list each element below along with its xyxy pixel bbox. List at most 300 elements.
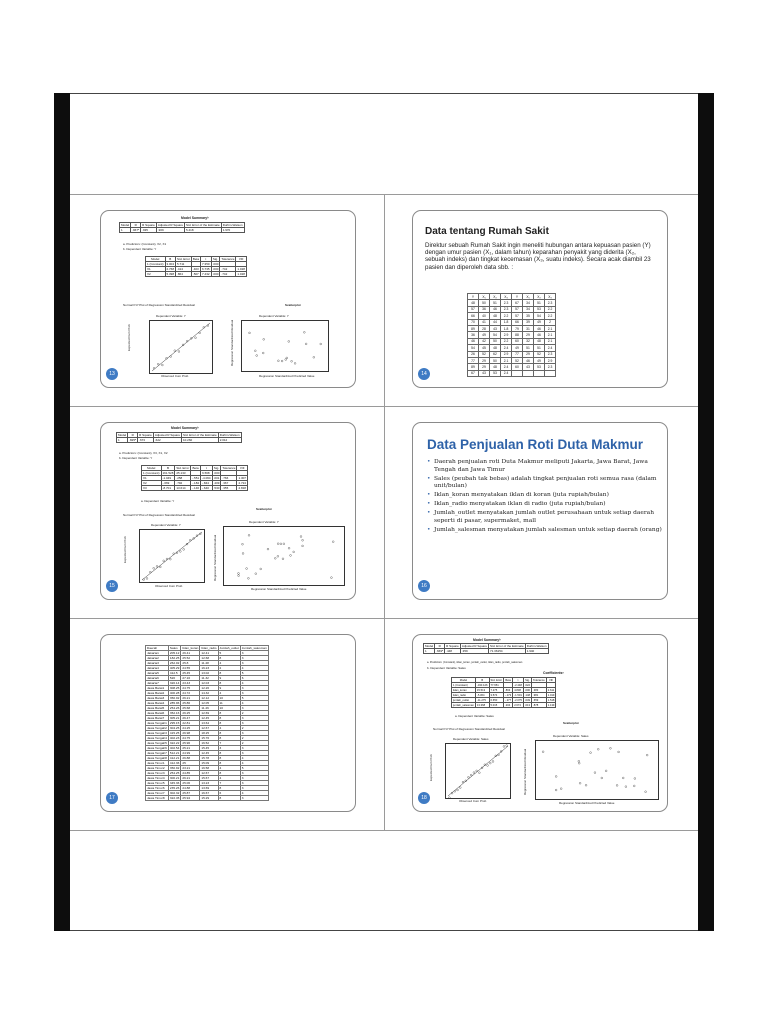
table-cell: 12.03 [200,681,218,686]
table-cell: 3 [240,651,268,656]
table-cell: Jawa Barat7 [146,716,169,721]
table-cell: 71.36154 [489,649,526,654]
plot-point [189,539,191,541]
table-note: a. Predictors: (Constant), iklan_koran, jumlah_outlet, iklan_radio, jumlah_salesman [427,661,523,664]
table-cell: 15.09 [200,761,218,766]
table-cell: 12.45 [200,751,218,756]
table-cell: 400.28 [169,691,180,695]
table-cell: 161.528 [162,471,174,475]
plot-point [332,541,334,543]
table-header: Std. Error [177,257,190,261]
table-cell: 25.21 [181,746,200,751]
plot-point [457,789,459,791]
plot-point [610,747,612,749]
table-cell: 48 [534,338,545,344]
table-cell: 3 [240,771,268,776]
plot-point [183,548,185,550]
pp-ylabel: Expected Cum Prob [123,536,127,563]
table-header: Adjusted R Square [157,223,184,227]
table-cell: Jawa Tengah6 [147,746,167,750]
table-cell: .001 [213,476,220,480]
table-cell: 15.76 [200,736,218,741]
scatter-plot-svg [536,741,658,799]
table-cell: 12.69 [200,711,218,716]
table-cell: 2.9 [501,351,512,357]
plot-point [646,754,648,756]
table-cell: 4 [240,681,268,686]
table-header: Beta [505,678,511,682]
table-cell: 13.69 [200,786,218,791]
table-cell: 1 [424,649,435,654]
table-header: Std. Error [490,678,503,682]
plot-point [199,332,201,334]
plot-point [277,543,279,545]
table-cell: 1 [117,438,128,443]
table-cell: Jawa Barat6 [146,711,169,716]
plot-point [246,568,248,570]
table-cell: 31 [523,325,534,331]
table-cell: 5 [240,671,268,676]
table-header: B [475,678,489,683]
table-header: Model [121,223,130,227]
table-cell: .414 [176,267,192,272]
plot-point [149,571,151,573]
table-cell: 12.41 [200,651,218,656]
table-cell: 3 [240,656,268,661]
plot-point [281,360,283,362]
table-cell: 39 [523,319,534,325]
table-cell: 6 [218,791,240,796]
scatter-plot [535,740,659,800]
table-cell: 6.568 [201,471,213,476]
table-cell: 2 [240,741,268,746]
table-cell: 34 [523,300,534,306]
table-cell: 6.735 [202,267,210,271]
table-cell: 49 [534,319,545,325]
scatter-xlabel: Regression Standardized Predicted Value [259,374,315,378]
plot-point [274,557,276,559]
plot-point [618,751,620,753]
table-cell: 2 [218,666,240,671]
table-cell: 8 [218,656,240,661]
plot-point [277,360,279,362]
table-cell: 2.818 [238,486,246,490]
table-cell: 60 [512,364,523,370]
table-cell: -8.701 [161,486,175,491]
table-cell: 4 [218,691,240,696]
model-summary-title: Model Summaryᵇ [171,426,199,430]
table-cell: 25.8 [181,661,200,666]
table-header: Beta [192,466,199,470]
slide-13 [100,210,356,388]
table-cell: 2.2 [501,313,512,319]
plot-point [601,777,603,779]
table-header: X₁ [479,294,490,300]
table-cell: 8 [218,761,240,766]
scatterplot-title: Scatterplot [563,721,579,725]
table-cell: 25.133 [175,471,191,476]
table-cell: 11.28 [200,661,218,666]
table-header: VIF [236,257,247,262]
table-cell: 4 [218,776,240,781]
table-cell: .403 [192,267,199,271]
plot-point [291,360,293,362]
table-cell: 2.2 [501,338,512,344]
table-cell: 34 [523,306,534,312]
scatter-xlabel: Regression Standardized Predicted Value [251,587,307,591]
table-cell: 2.4 [501,345,512,351]
table-cell: 27.16 [181,676,200,681]
table-header: R [131,223,141,228]
plot-point [492,761,494,763]
model-summary-table [119,222,245,233]
table-cell: 32 [523,338,534,344]
table-cell: 1.940 [525,649,548,654]
table-header: Tolerance [533,678,545,682]
table-cell: .409 [213,481,220,485]
table-cell: 67 [468,370,479,376]
table-cell: Jawa Timur1 [146,761,169,766]
table-cell: 16.67 [200,791,218,796]
plot-point [262,352,264,354]
table-cell: 2 [545,319,556,325]
table-cell: 43 [490,325,501,331]
plot-point [594,772,596,774]
table-cell: 3 [240,661,268,666]
pp-plot [445,743,511,799]
table-cell: 66 [468,313,479,319]
plot-point [163,560,165,562]
table-cell: Jawa Tengah2 [147,726,167,730]
plot-point [622,777,624,779]
table-header: Model [118,433,127,437]
scatterplot-title: Scatterplot [256,507,272,511]
table-cell: .000 [212,262,219,266]
pp-plot-title: Normal P-P Plot of Regression Standardized Residual [123,303,195,307]
table-cell: 25.45 [181,671,200,676]
slide-number-badge: 17 [106,792,118,804]
table-cell: 24.75 [181,736,200,741]
table-cell: 8 [218,711,240,716]
table-cell: 4 [240,701,268,706]
plot-point [174,350,176,352]
table-cell: .448 [445,649,461,654]
plot-point [280,543,282,545]
table-cell: 7.350 [202,262,210,266]
table-cell: 11.26 [200,706,218,711]
table-header: B [161,466,175,471]
table-cell: 46 [534,325,545,331]
table-cell: 46 [534,332,545,338]
table-cell: 8 [218,751,240,756]
table-cell: 322.22 [169,741,180,745]
table-cell: .049 [524,698,531,702]
table-cell: 5.015 [489,703,504,708]
table-cell: 49 [534,357,545,363]
table-cell: 25.86 [181,701,200,706]
pp-plot-title: Normal P-P Plot of Regression Standardized Residual [123,513,195,517]
table-cell: 89 [468,325,479,331]
plot-point [633,785,635,787]
table-cell: -11.275 [475,698,489,703]
table-cell: 24.55 [181,666,200,671]
table-row [117,438,242,443]
slide-number-badge: 13 [106,368,118,380]
table-header: Sig. [213,466,220,470]
table-cell: 2.4 [501,370,512,376]
plot-point [161,364,163,366]
plot-point [277,555,279,557]
table-cell: -.669 [161,481,175,486]
plot-point [331,577,333,579]
table-header: Y [468,294,479,300]
slide-title: Data Penjualan Roti Duta Makmur [427,437,644,452]
model-summary-table [423,643,549,654]
table-cell: 12.26 [200,686,218,691]
table-cell: 10 [218,696,240,701]
table-cell: .792 [175,481,191,486]
table-cell: 254.25 [169,771,180,775]
table-header: Sig. [525,678,530,682]
plot-point [542,751,544,753]
plot-point [585,784,587,786]
table-cell: 22.81 [181,721,200,726]
table-cell: 1.518 [547,698,555,702]
table-cell: 254.26 [169,706,180,710]
table-cell: 60 [512,338,523,344]
plot-point [478,772,480,774]
table-cell: 350.92 [169,766,180,770]
table-cell: Jakarta6 [146,676,169,681]
table-cell: 205.12 [169,651,180,655]
scatter-plot [223,526,345,586]
table-cell: 48 [490,345,501,351]
table-cell: 512.21 [169,751,180,755]
table-cell: 402.23 [169,736,180,740]
table-cell: 16.52 [200,741,218,746]
table-cell: 262.02 [169,661,180,665]
table-row [146,272,247,277]
plot-point [625,786,627,788]
table-cell: Jawa Barat5 [146,706,169,711]
table-cell: -1.049 [161,476,175,481]
table-cell: 3 [240,706,268,711]
table-cell: 8 [218,756,240,761]
table-cell: 2 [240,711,268,716]
plot-point [166,558,168,560]
table-cell: X2 [142,481,162,486]
plot-point [146,578,148,580]
table-cell: 77 [512,351,523,357]
bullet-item: • Jumlah_outlet menyatakan jumlah outlet perusahaan untuk setiap daerah seperti di pasar, supermaket, mall [426,510,662,525]
plot-point [313,356,315,358]
slide-16 [412,422,668,600]
table-cell: 25.96 [181,741,200,746]
table-cell: 24.72 [181,691,200,696]
table-cell: 3 [240,721,268,726]
table-cell: .204 [504,703,513,708]
table-cell: 3 [240,776,268,781]
coefficients-table [145,256,247,277]
table-row [120,228,245,233]
table-cell: 12.12 [200,696,218,701]
plot-point [506,745,508,747]
table-cell: 7 [218,741,240,746]
table-cell: 2.012 [218,438,241,443]
table-cell: 320.14 [169,681,180,685]
table-cell: 4 [240,761,268,766]
table-row [142,486,248,491]
plot-point [605,770,607,772]
table-cell: 51 [523,345,534,351]
table-cell: .013 [524,703,531,707]
plot-point [578,760,580,762]
pp-ylabel: Expected Cum Prob [127,324,131,351]
table-cell: Jawa Timur6 [146,786,169,791]
pp-plot-svg [446,744,510,798]
table-header: Tolerance [222,466,236,470]
table-cell: 12.05 [200,701,218,706]
table-cell: 24.25 [181,726,200,731]
table-header: R [435,644,445,649]
table-cell: .863 [504,688,513,693]
table-cell: 4 [240,791,268,796]
pp-dv-label: Dependent Variable: Y [156,314,186,318]
table-cell: 405.29 [169,666,180,670]
slide-number-badge: 18 [418,792,430,804]
table-cell: -.173 [505,693,512,697]
table-cell: 26.47 [181,716,200,721]
table-cell: 520 [168,676,180,681]
table-cell: -1.501 [514,693,522,697]
table-header: Daerah [146,646,169,651]
table-header: R Square [446,644,459,648]
table-cell: 28 [479,325,490,331]
table-cell: 7 [218,781,240,786]
table-cell: 57 [512,306,523,312]
pp-plot [139,529,205,583]
table-header: VIF [546,678,556,683]
table-cell: 43 [523,364,534,370]
table-cell: X1 [142,476,162,481]
table-cell: -2.448 [514,683,522,687]
table-note: a. Dependent Variable: Sales [455,714,494,718]
table-cell: 15.78 [200,756,218,761]
table-cell: -190.126 [476,683,488,687]
table-cell: 2.3 [501,306,512,312]
table-cell: 53 [534,364,545,370]
table-cell: 5 [218,651,240,656]
table-note: b. Dependent Variable: Y [123,247,157,251]
table-cell: 67 [512,300,523,306]
table-cell: 12.67 [200,726,218,731]
plot-point [303,331,305,333]
table-cell: 23.21 [181,766,200,771]
plot-point [267,548,269,550]
table-cell: 26.98 [181,731,200,736]
table-cell: 1 (Constant) [147,262,164,266]
table-cell: -.184 [192,481,200,485]
plot-point [249,332,251,334]
table-cell: 8 [218,721,240,726]
table-header: Std. Error of the Estimate [490,644,524,648]
slide-17 [100,634,356,812]
plot-point [597,748,599,750]
table-cell: 295.15 [169,721,180,725]
table-cell: 2.9 [545,357,556,363]
bullet-item: • Daerah penjualan roti Duta Makmur meliputi Jakarta, Jawa Barat, Jawa Tengah dan Jawa Timur [426,459,662,474]
reference-line [152,323,210,371]
scatter-ylabel: Regression Standardized Residual [213,534,217,581]
table-header: X₁ [523,294,534,300]
table-cell: .659 [532,698,547,703]
table-cell: Jakarta5 [146,671,169,676]
table-cell: 43 [479,370,490,376]
table-cell: 2.611 [547,688,555,692]
bullet-list [426,459,662,536]
table-cell: 2.1 [545,325,556,331]
table-cell: 2.3 [501,300,512,306]
table-note: a. Dependent Variable: Y [141,499,175,503]
plot-point [157,363,159,365]
table-cell: 26.41 [181,651,200,656]
table-cell: 6.650 [489,698,504,703]
table-cell: 412.5 [168,671,180,676]
table-cell: .864 [176,272,192,277]
table-note: a. Predictors: (Constant), X3, X1, X2 [119,451,168,455]
table-cell: 9 [218,676,240,681]
slide-number-badge: 14 [418,368,430,380]
table-cell: 40 [479,313,490,319]
hospital-data-table [467,293,556,377]
table-cell: 13.23 [200,781,218,786]
table-cell: .507 [192,272,199,276]
table-cell: .258 [175,476,191,481]
table-cell: .825ᵃ [129,438,137,442]
table-cell: -.146 [192,486,200,490]
slide-paragraph: Direktur sebuah Rumah Sakit ingin meneliti hubungan antara kepuasan pasien (Y) dengan umur pasien (X₁, dalam tahun) keparahan penyakit yang diderita (X₂, sebuah indeks) dan tingkat kecemasan (X₃, suatu indeks). Secara acak diambil 23 pasien dan diperoleh data sbb. : [425,242,651,271]
table-cell: 46 [523,357,534,363]
table-cell [534,370,545,376]
table-cell: 3 [240,786,268,791]
table-cell: 1.8 [501,325,512,331]
table-header: Iklan_koran [182,646,199,650]
table-cell: 4 [240,666,268,671]
plot-point [487,765,489,767]
table-cell: 26.88 [181,756,200,761]
table-cell: 11.32 [200,676,218,681]
plot-point [285,359,287,361]
table-header: X₃ [501,294,512,300]
table-cell: 235.26 [169,786,180,790]
table-cell: 3 [240,686,268,691]
table-cell: 24.85 [181,771,200,776]
table-cell: 2.768 [166,267,175,271]
table-cell: 8 [218,786,240,791]
table-cell: 13.614 [175,486,191,491]
table-header: X₂ [534,294,545,300]
table-cell: Jawa Timur5 [146,781,169,786]
table-cell: 3.004 [166,262,175,266]
table-cell: 5.398 [166,272,175,276]
table-cell: 7.275 [489,688,504,693]
table-header: Iklan_radio [201,646,217,650]
table-cell: 5.418 [185,228,222,233]
table-cell: -2.075 [514,698,522,702]
table-cell: 25 [181,761,200,766]
table-cell: Jawa Timur3 [146,771,169,776]
table-cell: X1 [146,267,166,272]
